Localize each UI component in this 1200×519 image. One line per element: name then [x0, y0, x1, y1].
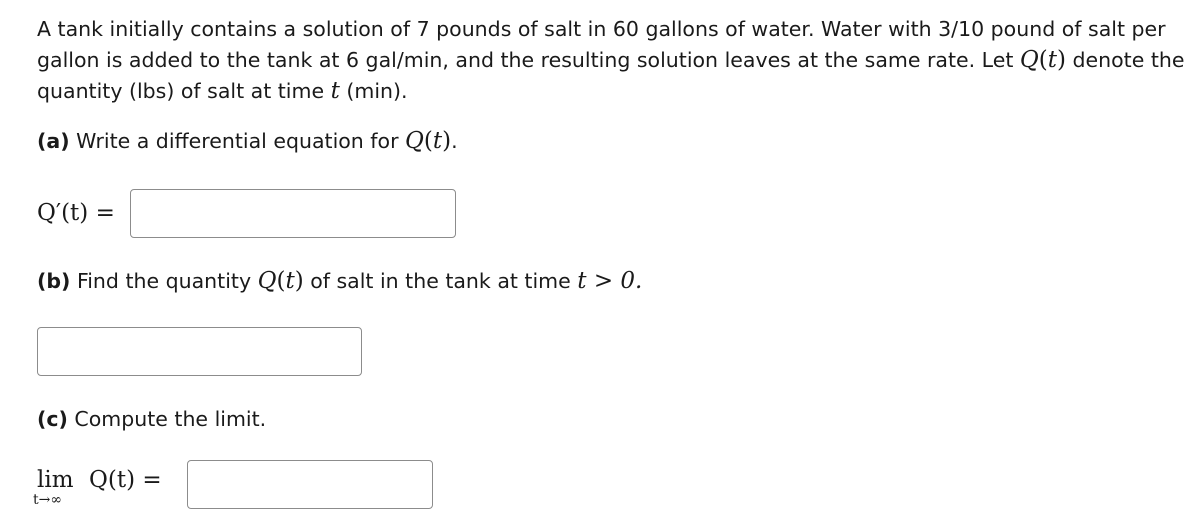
problem-text-2: denote the quantity (lbs) of salt at time: [37, 48, 1185, 103]
part-a-answer-input[interactable]: [130, 189, 456, 238]
part-b-prompt: (b) Find the quantity Q(t) of salt in the tank at time t > 0.: [37, 268, 643, 294]
limit-subscript: t→∞: [33, 492, 63, 508]
part-c-prompt: (c) Compute the limit.: [37, 407, 267, 431]
problem-statement: [37, 14, 1187, 107]
problem-text-1: A tank initially contains a solution of 7 pounds of salt in 60 gallons of water. Water with 3/10 pound of salt per gallon is added to the tank at 6 gal/min, and the resulting solution leaves at the same rate. Let: [37, 17, 1166, 72]
part-c-answer-input[interactable]: [187, 460, 433, 509]
math-Q-of-t: Q(t): [1019, 47, 1066, 73]
part-b-answer-input[interactable]: [37, 327, 362, 376]
problem-text-3: (min).: [339, 79, 408, 103]
part-c-equation-label: Q(t) =: [89, 467, 162, 493]
part-a-equation-label: Q′(t) =: [37, 200, 115, 226]
limit-operator: lim: [37, 467, 74, 493]
part-a-prompt: (a) Write a differential equation for Q(t).: [37, 128, 458, 154]
math-t: t: [330, 78, 340, 104]
